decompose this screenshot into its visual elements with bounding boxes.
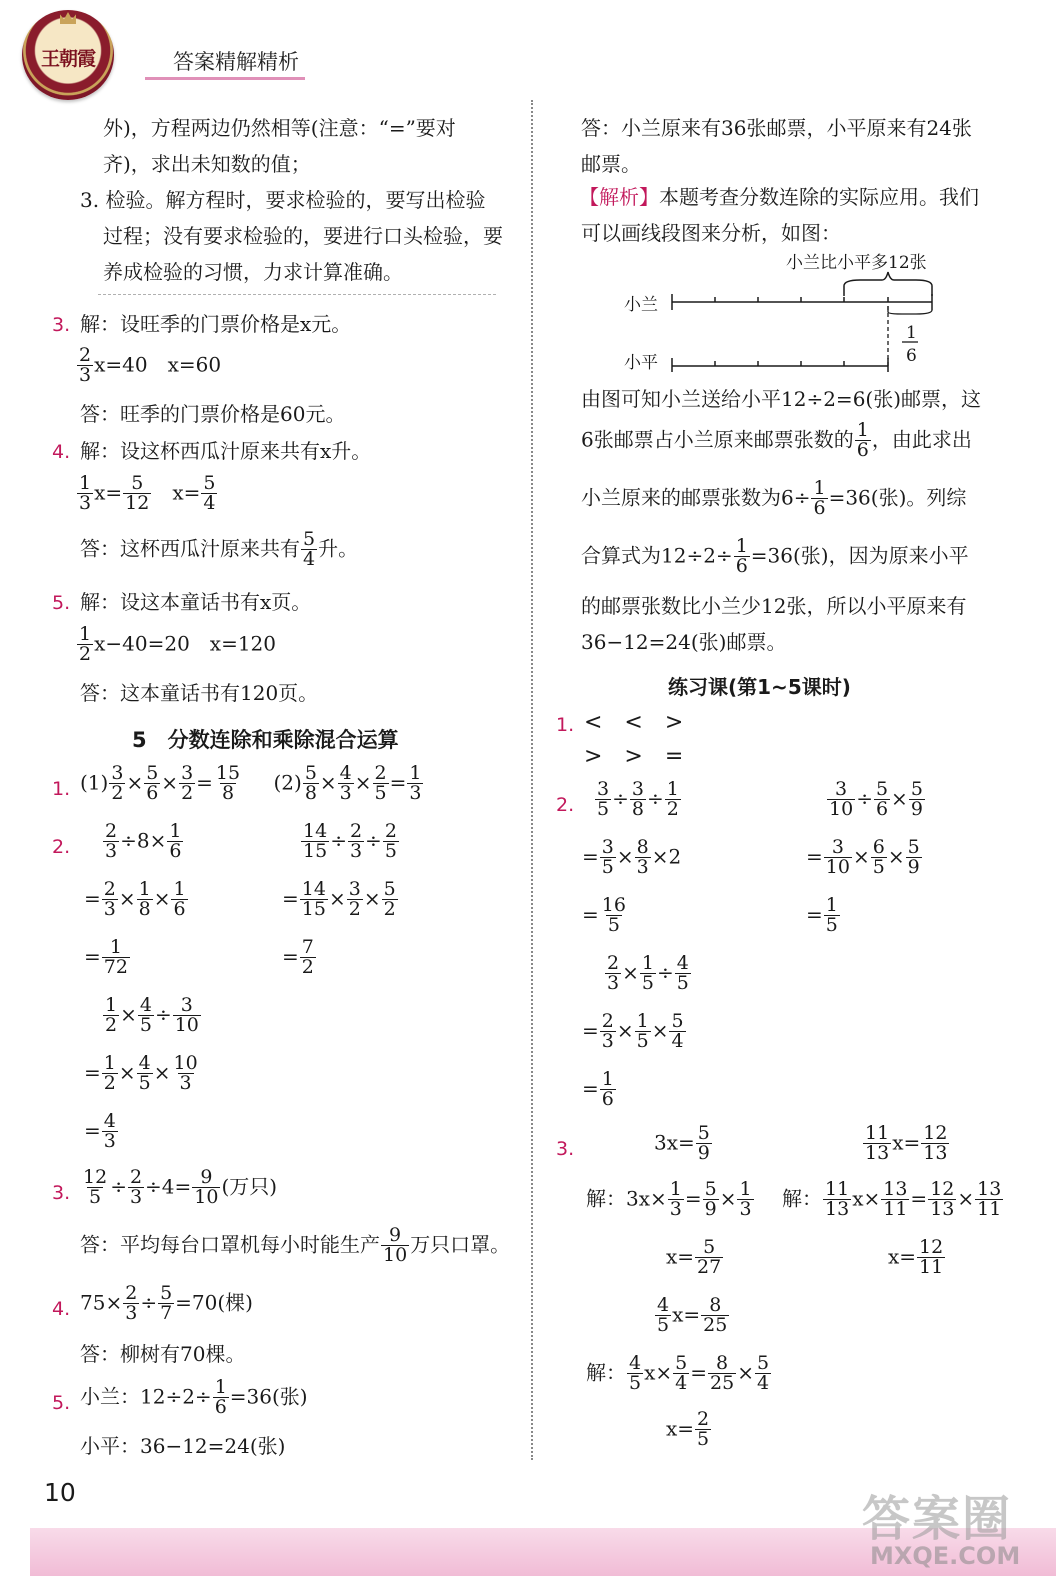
analysis-l4b: ，由此求出: [871, 427, 972, 452]
p3b-solution: 解： $\frac{11}{13}$ x× $\frac{13}{11}$ = $\frac{12}{13}$ × $\frac{13}{11}$: [782, 1178, 1002, 1221]
segment-diagram: [620, 248, 960, 373]
p3c-solution: 解： $\frac{4}{5}$ x× $\frac{5}{4}$ = $\frac{8}{25}$ × $\frac{5}{4}$: [586, 1352, 770, 1395]
header-underline: [145, 77, 305, 80]
p3c-result: x= $\frac{2}{5}$: [666, 1408, 710, 1451]
p3a-solution: 解：3x× $\frac{1}{3}$ = $\frac{5}{9}$ × $\frac{1}{3}$: [586, 1178, 752, 1221]
p1-row2: > > =: [584, 744, 684, 769]
s3-answer-post: 万只口罩。: [410, 1232, 511, 1257]
s5-ping: 小平：36−12=24(张): [80, 1434, 286, 1458]
watermark-url: MXQE.COM: [870, 1542, 1021, 1570]
p3b-result: x= $\frac{12}{11}$: [888, 1236, 944, 1279]
s5-lan: 小兰：12÷2÷ $\frac{1}{6}$ =36(张): [80, 1376, 308, 1419]
p3a-jie: 解：: [586, 1186, 626, 1211]
q5-answer: 答：这本童话书有120页。: [80, 681, 319, 705]
s1-part2-label: (2): [273, 770, 302, 795]
s2c-line3: = $\frac{4}{3}$: [84, 1110, 116, 1153]
p2b-line3: = $\frac{1}{5}$: [806, 894, 838, 937]
p2a-line2: = $\frac{3}{5}$ × $\frac{8}{3}$ ×2: [582, 836, 682, 879]
p2c-line1: $\frac{2}{3}$ × $\frac{1}{5}$ ÷ $\frac{4}{5}$: [607, 952, 689, 995]
ping-ticks: [672, 358, 888, 372]
s2c-line1: $\frac{1}{2}$ × $\frac{4}{5}$ ÷ $\frac{3}{10}$: [105, 994, 199, 1037]
q3-setup: 解：设旺季的门票价格是x元。: [80, 312, 352, 336]
prev-note-line1: 外)，方程两边仍然相等(注意：“=”要对: [103, 116, 456, 140]
analysis-line1: [579, 187, 979, 207]
s1-part1-label: (1): [80, 770, 109, 795]
analysis-l4a: 6张邮票占小兰原来邮票张数的: [581, 427, 854, 452]
diagram-top-label: 小兰比小平多12张: [786, 253, 927, 273]
q5-eq-rest: x−40=20 x=120: [94, 631, 276, 656]
q4-number: 4.: [52, 441, 71, 463]
p2a-line1: $\frac{3}{5}$ ÷ $\frac{3}{8}$ ÷ $\frac{1}{2}$: [597, 778, 679, 821]
q4-answer: 答：这杯西瓜汁原来共有 $\frac{5}{4}$ 升。: [80, 528, 359, 571]
p3b-equation: $\frac{11}{13}$ x= $\frac{12}{13}$: [865, 1122, 948, 1165]
prev-note-line3: 3. 检验。解方程时，要求检验的，要写出检验: [80, 188, 486, 212]
prev-note-line2: 齐)，求出未知数的值；: [103, 152, 311, 176]
p3c-jie: 解：: [586, 1360, 626, 1385]
q5-equation: $\frac{1}{2}$ x−40=20 x=120: [79, 623, 276, 666]
diagram-lan-label: 小兰: [624, 295, 658, 315]
analysis-line4: 6张邮票占小兰原来邮票张数的 $\frac{1}{6}$ ，由此求出: [581, 419, 972, 462]
s4-number: 4.: [52, 1298, 71, 1320]
s3-expression: $\frac{12}{5}$ ÷ $\frac{2}{3}$ ÷4= $\frac{9}{10}$ (万只): [83, 1166, 278, 1209]
s2a-line2: = $\frac{2}{3}$ × $\frac{1}{8}$ × $\frac{1}{6}$: [84, 878, 186, 921]
analysis-l5a: 小兰原来的邮票张数为6÷: [581, 485, 811, 510]
note-separator: [98, 294, 496, 295]
logo-text: 王朝霞: [40, 48, 95, 70]
analysis-l6a: 合算式为12÷2÷: [581, 543, 733, 568]
s5-number: 5.: [52, 1392, 71, 1414]
analysis-line7: 的邮票张数比小兰少12张，所以小平原来有: [581, 594, 967, 618]
s5-lan-a: 小兰：12÷2÷: [80, 1384, 212, 1409]
p3-number: 3.: [556, 1138, 575, 1160]
q4-setup: 解：设这杯西瓜汁原来共有x升。: [80, 439, 372, 463]
practice-title: 练习课(第1~5课时): [668, 675, 851, 699]
p2c-line3: = $\frac{1}{6}$: [582, 1068, 614, 1111]
s3-number: 3.: [52, 1182, 71, 1204]
page-number: 10: [44, 1478, 76, 1507]
p2c-line2: = $\frac{2}{3}$ × $\frac{1}{5}$ × $\frac{5}{4}$: [582, 1010, 684, 1053]
s3-unit: (万只): [221, 1174, 278, 1199]
s4-expr-a: 75×: [80, 1290, 123, 1315]
crown-icon: [60, 12, 76, 24]
header-title: 答案精解精析: [173, 50, 299, 74]
p2b-line1: $\frac{3}{10}$ ÷ $\frac{5}{6}$ × $\frac{5}{9}$: [829, 778, 923, 821]
s1-number: 1.: [52, 778, 71, 800]
p2b-line2: = $\frac{3}{10}$ × $\frac{6}{5}$ × $\frac{5}{9}$: [806, 836, 920, 879]
analysis-line2: 可以画线段图来分析，如图：: [581, 221, 841, 245]
q3-number: 3.: [52, 314, 71, 336]
p3c-equation: $\frac{4}{5}$ x= $\frac{8}{25}$: [657, 1294, 728, 1337]
s2b-line2: = $\frac{14}{15}$ × $\frac{3}{2}$ × $\frac{5}{2}$: [282, 878, 396, 921]
prev-note-line5: 养成检验的习惯，力求计算准确。: [103, 260, 403, 284]
s3-answer: 答：平均每台口罩机每小时能生产 $\frac{9}{10}$ 万只口罩。: [80, 1224, 511, 1267]
q5-number: 5.: [52, 592, 71, 614]
s2b-line3: = $\frac{7}{2}$: [282, 936, 314, 979]
q3-equation: $\frac{2}{3}$ x=40 x=60: [79, 344, 222, 387]
publisher-logo: [22, 10, 114, 100]
diagram-ping-label: 小平: [624, 353, 658, 373]
diagram-fraction-den: 6: [906, 346, 917, 366]
s2b-line1: $\frac{14}{15}$ ÷ $\frac{2}{3}$ ÷ $\frac{2}{5}$: [303, 820, 397, 863]
s2a-line3: = $\frac{1}{72}$: [84, 936, 128, 979]
p2-number: 2.: [556, 794, 575, 816]
right-answer-line1: 答：小兰原来有36张邮票，小平原来有24张: [581, 116, 972, 140]
p2a-line3: = $\frac{16}{5}$: [582, 894, 626, 937]
q4-equation: $\frac{1}{3}$ x= $\frac{5}{12}$ x= $\frac{5}{4}$: [79, 472, 216, 515]
analysis-line6: 合算式为12÷2÷ $\frac{1}{6}$ =36(张)，因为原来小平: [581, 535, 969, 578]
s3-answer-pre: 答：平均每台口罩机每小时能生产: [80, 1232, 380, 1257]
q4-answer-post: 升。: [318, 536, 359, 561]
p3a-equation: 3x= $\frac{5}{9}$: [654, 1122, 710, 1165]
watermark: [862, 1480, 1042, 1580]
s1-expressions: (1) $\frac{3}{2}$ × $\frac{5}{6}$ × $\frac{3}{2}$ = $\frac{15}{8}$ (2) $\frac{5}{8}$ × $\frac{4}{3}$ × $\frac{2}{5}$ = $\frac{1}{3}$: [80, 762, 422, 805]
q3-answer: 答：旺季的门票价格是60元。: [80, 402, 346, 426]
s4-expression: 75× $\frac{2}{3}$ ÷ $\frac{5}{7}$ =70(棵): [80, 1282, 253, 1325]
s2c-line2: = $\frac{1}{2}$ × $\frac{4}{5}$ × $\frac{10}{3}$: [84, 1052, 198, 1095]
s5-lan-b: =36(张): [229, 1384, 308, 1409]
analysis-line8: 36−12=24(张)邮票。: [581, 630, 787, 654]
p3a-result: x= $\frac{5}{27}$: [666, 1236, 722, 1279]
p1-row1: < < >: [584, 710, 684, 735]
q4-answer-pre: 答：这杯西瓜汁原来共有: [80, 536, 300, 561]
s2a-line1: $\frac{2}{3}$ ÷8× $\frac{1}{6}$: [105, 820, 182, 863]
diagram-brace: [844, 272, 932, 296]
analysis-text1: 本题考查分数连除的实际应用。我们: [659, 185, 979, 209]
prev-note-line4: 过程；没有要求检验的，要进行口头检验，要: [103, 224, 503, 248]
s2-number: 2.: [52, 836, 71, 858]
watermark-text: 答案圈: [862, 1491, 1013, 1547]
section-title: 5 分数连除和乘除混合运算: [132, 728, 399, 752]
analysis-line3: 由图可知小兰送给小平12÷2=6(张)邮票，这: [581, 387, 982, 411]
analysis-line5: 小兰原来的邮票张数为6÷ $\frac{1}{6}$ =36(张)。列综: [581, 477, 967, 520]
column-divider: [531, 100, 533, 1460]
s4-answer: 答：柳树有70棵。: [80, 1342, 246, 1366]
diagram-small-brace: [888, 306, 932, 314]
q3-eq-rest: x=40 x=60: [94, 352, 222, 377]
right-answer-line2: 邮票。: [581, 152, 641, 176]
analysis-tag: 【解析】: [579, 185, 659, 209]
s4-expr-b: =70(棵): [175, 1290, 253, 1315]
diagram-fraction-num: 1: [906, 323, 917, 343]
p1-number: 1.: [556, 714, 575, 736]
q5-setup: 解：设这本童话书有x页。: [80, 590, 312, 614]
analysis-l6b: =36(张)，因为原来小平: [750, 543, 969, 568]
analysis-l5b: =36(张)。列综: [828, 485, 967, 510]
p3b-jie: 解：: [782, 1186, 822, 1211]
